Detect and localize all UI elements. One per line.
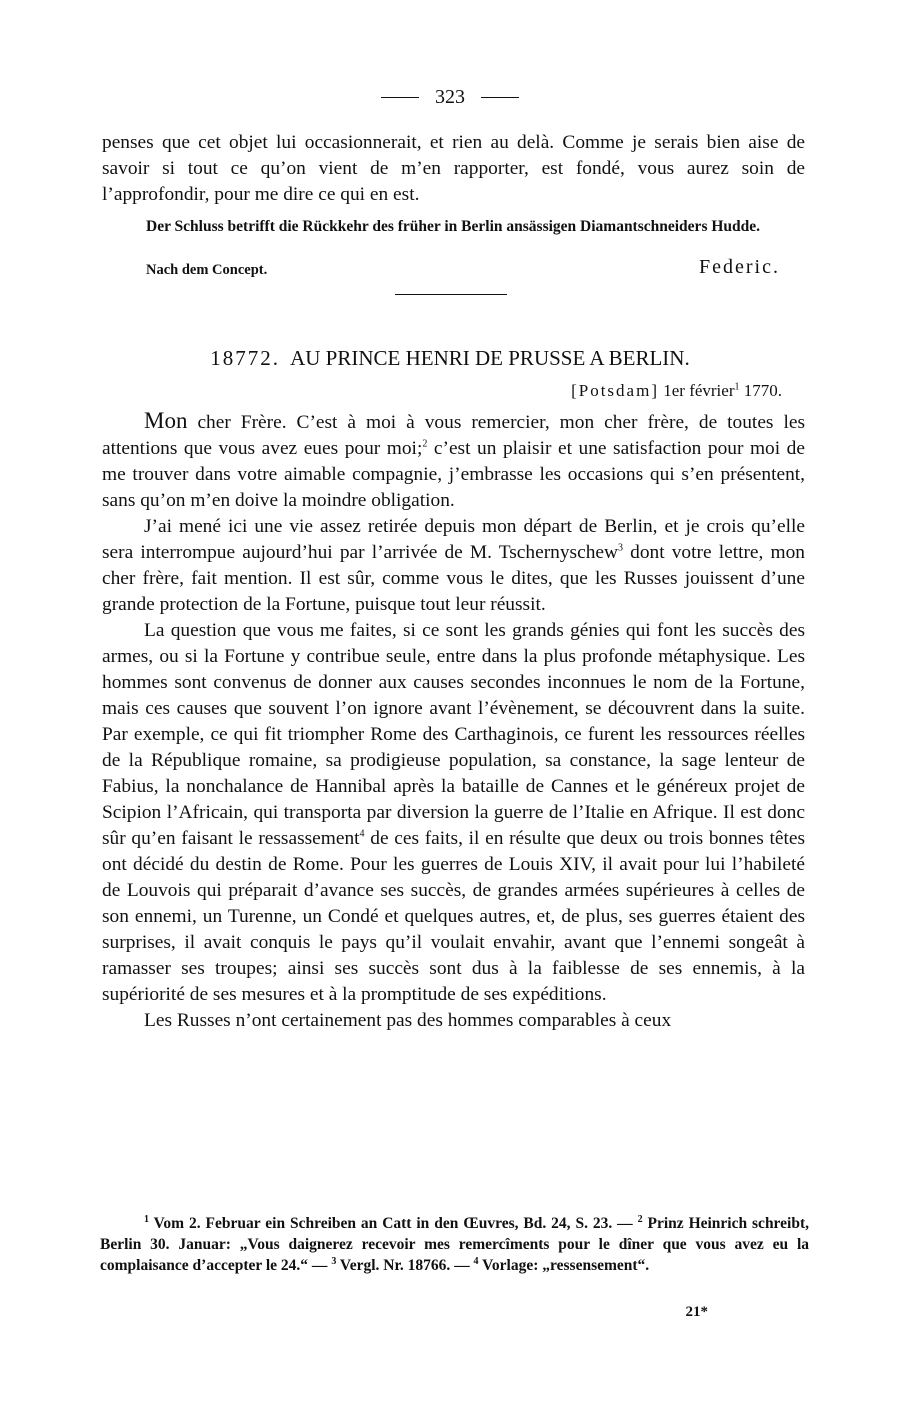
paragraph-text: cher Frère. C’est à moi à vous remercier, mon cher frère, de toutes les attentions que vous avez eues pour moi; [102,412,805,459]
paragraph-text: La question que vous me faites, si ce sont les grands génies qui font les succès des armes, ou si la Fortune y contribue seule, entre dans la plus profonde métaphysique. Les hommes sont convenus de donner aux causes secondes inconnues le nom de la Fortune, mais ces causes que souvent l’on ignore avant l’évènement, se découvrent dans la suite. Par exemple, ce qui fit triompher Rome des Carthaginois, ce furent les ressources réelles de la République romaine, sa prodigieuse population, sa constance, la sage lenteur de Fabius, la nonchalance de Hannibal après la bataille de Cannes et le généreux projet de Scipion l’Africain, qui transporta par diversion la guerre de l’Italie en Afrique. Il est donc sûr qu’en faisant le ressassement [102,620,805,849]
paragraph [102,408,805,514]
footnote-text: Vom 2. Februar ein Schreiben an Catt in den Œuvres, Bd. 24, S. 23. — [153,1215,633,1232]
paragraph-text: c’est un plaisir et une satisfaction pour moi de me trouver dans votre aimable compagnie, j’embrasse les occasions qui s’en présentent, sans qu’on m’en doive la moindre obligation. [102,438,805,511]
sheet-signature: 21* [685,1304,708,1320]
letter-heading [0,346,900,371]
paragraph-text: J’ai mené ici une vie assez retirée depuis mon départ de Berlin, et je crois qu’elle sera interrompue aujourd’hui par l’arrivée de M. Tschernyschew [102,516,805,563]
header-rule-right [481,97,519,98]
footnotes [100,1213,809,1276]
header-rule-left [381,97,419,98]
page-header [0,86,900,109]
previous-letter-ending [102,130,805,208]
footnote-ref: 3 [618,542,624,554]
paragraph [102,618,805,1008]
letter-addressee: AU PRINCE HENRI DE PRUSSE A BERLIN. [290,346,690,370]
letter-number: 18772. [210,346,280,370]
paragraph [102,1008,805,1034]
paragraph-text: de ces faits, il en résulte que deux ou trois bonnes têtes ont décidé du destin de Rome. Pour les guerres de Louis XIV, il avait pour lui l’habileté de Louvois qui préparait d’avance ses succès, de grandes armées supérieures à celles de son ennemi, un Turenne, un Condé et quelques autres, et, de plus, ses guerres étaient des surprises, il avait conquis le pays qu’il voulait envahir, avant que l’ennemi songeât à ramasser ses troupes; ainsi ses succès sont dus à la faiblesse de ses ennemis, à la supériorité de ses mesures et à la promptitude de ses expéditions. [102,828,805,1005]
previous-letter-text: penses que cet objet lui occasionnerait, et rien au delà. Comme je serais bien aise de savoir si tout ce qu’on vient de m’en rapporter, est fondé, vous aurez soin de l’approfondir, pour me dire ce qui en est. [102,132,805,205]
opening-word: Mon [144,408,188,433]
footnote-ref: 4 [359,828,365,840]
footnote-mark: 2 [637,1213,643,1225]
footnote-ref: 2 [422,438,428,450]
letter-date-year: 1770. [743,381,782,400]
paragraph-text: dont votre lettre, mon cher frère, fait mention. Il est sûr, comme vous le dites, que les Russes jouissent d’une grande protection de la Fortune, puisque tout leur réussit. [102,542,805,615]
footnote-mark: 3 [331,1255,337,1267]
footnote-mark: 1 [144,1213,149,1225]
footnote-text: Vorlage: „ressensement“. [482,1257,650,1274]
footnote-text: Prinz Heinrich schreibt, Berlin 30. Januar: „Vous daignerez recevoir mes remercîments pour le dîner que vous avez eu la complaisance d’accepter le 24.“ — [100,1215,810,1274]
footnote [100,1213,809,1276]
signature: Federic. [699,256,780,278]
letter-body [102,408,805,1034]
footnote-text: Vergl. Nr. 18766. — [339,1257,470,1274]
editor-note [102,216,805,237]
section-divider [395,294,507,295]
page-number: 323 [435,86,465,108]
paragraph [102,514,805,618]
source-note: Nach dem Concept. [146,262,268,278]
letter-dateline [571,381,782,401]
footnote-ref: 1 [734,381,740,393]
letter-place: [Potsdam] [571,381,659,400]
letter-date-day: 1er février [663,381,735,400]
footnote-mark: 4 [473,1255,479,1267]
editor-note-text: Der Schluss betrifft die Rückkehr des früher in Berlin ansässigen Diamantschneiders Hudde. [146,218,761,235]
paragraph-text: Les Russes n’ont certainement pas des hommes comparables à ceux [144,1010,672,1031]
